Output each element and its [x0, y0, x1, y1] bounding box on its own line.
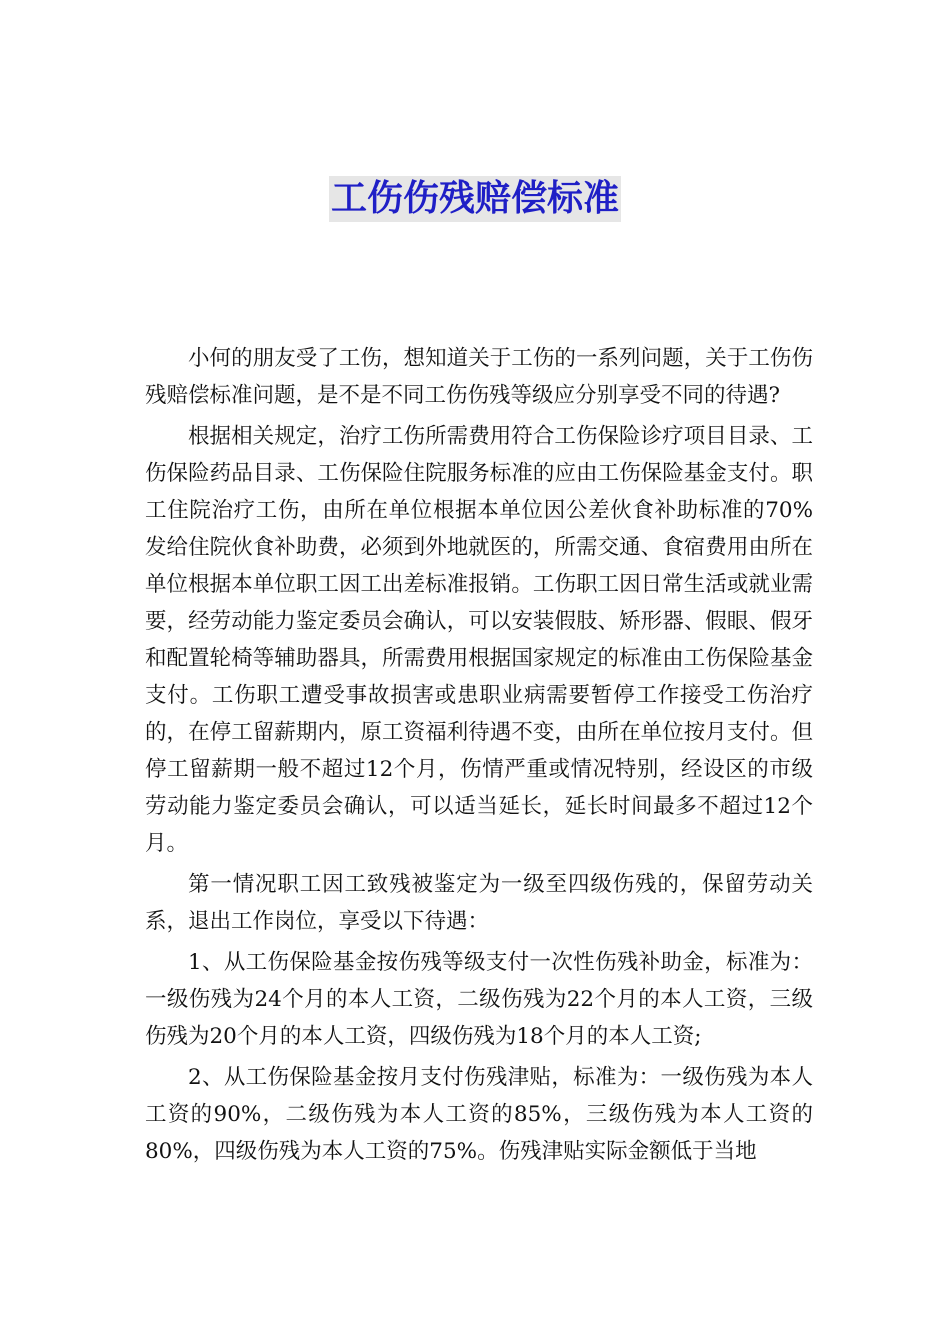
paragraph-item-2: 2、从工伤保险基金按月支付伤残津贴，标准为：一级伤残为本人工资的90%，二级伤残为本人工资的85%，三级伤残为本人工资的80%，四级伤残为本人工资的75%。伤残津贴实际金额低于当地 [145, 1065, 813, 1164]
paragraph-regulations: 根据相关规定，治疗工伤所需费用符合工伤保险诊疗项目目录、工伤保险药品目录、工伤保险住院服务标准的应由工伤保险基金支付。职工住院治疗工伤，由所在单位根据本单位因公差伙食补助标准的70%发给住院伙食补助费，必须到外地就医的，所需交通、食宿费用由所在单位根据本单位职工因工出差标准报销。工伤职工因日常生活或就业需要，经劳动能力鉴定委员会确认，可以安装假肢、矫形器、假眼、假牙和配置轮椅等辅助器具，所需费用根据国家规定的标准由工伤保险基金支付。工伤职工遭受事故损害或患职业病需要暂停工作接受工伤治疗的，在停工留薪期内，原工资福利待遇不变，由所在单位按月支付。但停工留薪期一般不超过12个月，伤情严重或情况特别，经设区的市级劳动能力鉴定委员会确认，可以适当延长，延长时间最多不超过12个月。 [145, 424, 813, 856]
title-container [0, 176, 950, 222]
document-body [145, 340, 813, 1174]
paragraph-case-one: 第一情况职工因工致残被鉴定为一级至四级伤残的，保留劳动关系，退出工作岗位，享受以下待遇： [145, 872, 813, 934]
paragraph-item-1: 1、从工伤保险基金按伤残等级支付一次性伤残补助金，标准为：一级伤残为24个月的本人工资，二级伤残为22个月的本人工资，三级伤残为20个月的本人工资，四级伤残为18个月的本人工资; [145, 950, 813, 1049]
page-title: 工伤伤残赔偿标准 [329, 176, 621, 222]
paragraph-intro: 小何的朋友受了工伤，想知道关于工伤的一系列问题，关于工伤伤残赔偿标准问题，是不是不同工伤伤残等级应分别享受不同的待遇? [145, 346, 813, 408]
